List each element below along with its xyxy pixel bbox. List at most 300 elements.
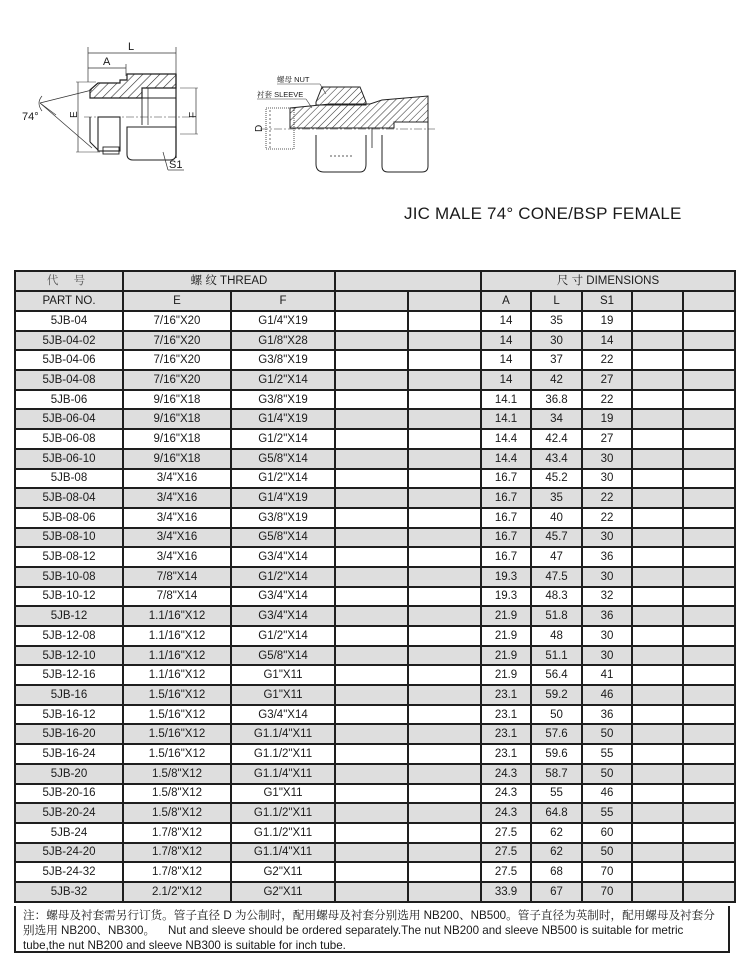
cell-part-no: 5JB-08-10	[15, 528, 123, 548]
cell-dim-s1: 22	[582, 508, 632, 528]
cell-part-no: 5JB-10-08	[15, 567, 123, 587]
cell-thread-e: 7/16"X20	[123, 370, 231, 390]
cell-part-no: 5JB-20-24	[15, 803, 123, 823]
cell-dim-a: 19.3	[481, 567, 531, 587]
cell-thread-e: 3/4"X16	[123, 547, 231, 567]
cell-part-no: 5JB-04-08	[15, 370, 123, 390]
cell-blank	[335, 508, 408, 528]
cell-blank	[683, 409, 735, 429]
cell-dim-l: 55	[531, 784, 582, 804]
cell-blank	[632, 331, 683, 351]
cell-dim-s1: 50	[582, 764, 632, 784]
cell-thread-f: G1.1/2"X11	[231, 744, 335, 764]
cell-blank	[335, 606, 408, 626]
note-line-2: 别选用 NB200、NB300。 Nut and sleeve should be ordered separately.The nut NB200 and sleeve NB500 is suitable for metric	[23, 924, 684, 937]
cell-blank	[632, 744, 683, 764]
cell-dim-a: 14.4	[481, 429, 531, 449]
cell-blank	[632, 862, 683, 882]
cell-blank	[335, 626, 408, 646]
cell-blank	[683, 606, 735, 626]
cell-dim-l: 35	[531, 488, 582, 508]
header-blank-3	[632, 291, 683, 311]
table-row	[15, 488, 735, 508]
cell-thread-f: G1/2"X14	[231, 626, 335, 646]
cell-blank	[408, 488, 481, 508]
cell-blank	[683, 429, 735, 449]
cell-part-no: 5JB-24-32	[15, 862, 123, 882]
cell-blank	[408, 803, 481, 823]
cell-blank	[335, 587, 408, 607]
cell-dim-l: 59.6	[531, 744, 582, 764]
table-row	[15, 764, 735, 784]
cell-part-no: 5JB-06-04	[15, 409, 123, 429]
cell-blank	[408, 469, 481, 489]
table-row	[15, 429, 735, 449]
cell-dim-a: 16.7	[481, 508, 531, 528]
cell-dim-l: 40	[531, 508, 582, 528]
cell-part-no: 5JB-16-20	[15, 724, 123, 744]
table-row	[15, 744, 735, 764]
cell-blank	[408, 882, 481, 902]
spec-table	[14, 270, 736, 903]
cell-blank	[683, 567, 735, 587]
cell-blank	[408, 370, 481, 390]
cell-dim-a: 23.1	[481, 685, 531, 705]
cell-blank	[683, 626, 735, 646]
cell-blank	[632, 311, 683, 331]
cell-dim-l: 34	[531, 409, 582, 429]
cell-blank	[632, 587, 683, 607]
cell-thread-e: 3/4"X16	[123, 488, 231, 508]
cell-blank	[683, 882, 735, 902]
cell-blank	[632, 685, 683, 705]
cell-dim-l: 37	[531, 350, 582, 370]
table-row	[15, 547, 735, 567]
cell-thread-f: G1"X11	[231, 665, 335, 685]
cell-blank	[632, 508, 683, 528]
cell-dim-l: 47	[531, 547, 582, 567]
cell-thread-f: G1/8"X28	[231, 331, 335, 351]
cell-part-no: 5JB-24-20	[15, 843, 123, 863]
cell-blank	[335, 429, 408, 449]
cell-blank	[632, 665, 683, 685]
cell-dim-l: 48	[531, 626, 582, 646]
cell-thread-f: G3/4"X14	[231, 705, 335, 725]
cell-thread-e: 3/4"X16	[123, 508, 231, 528]
cell-dim-l: 59.2	[531, 685, 582, 705]
cell-blank	[683, 528, 735, 548]
cell-part-no: 5JB-04-06	[15, 350, 123, 370]
table-row	[15, 784, 735, 804]
cell-dim-l: 30	[531, 331, 582, 351]
cell-dim-a: 24.3	[481, 764, 531, 784]
cell-thread-f: G1.1/2"X11	[231, 823, 335, 843]
cell-thread-f: G2"X11	[231, 882, 335, 902]
dim-l-label: L	[128, 41, 135, 53]
cell-blank	[683, 705, 735, 725]
header-a: A	[481, 291, 531, 311]
cell-part-no: 5JB-06-08	[15, 429, 123, 449]
cell-blank	[408, 350, 481, 370]
table-row	[15, 508, 735, 528]
cell-blank	[408, 784, 481, 804]
cell-blank	[408, 823, 481, 843]
cell-dim-a: 24.3	[481, 803, 531, 823]
cell-dim-l: 42	[531, 370, 582, 390]
cell-part-no: 5JB-12-10	[15, 646, 123, 666]
cell-thread-f: G3/4"X14	[231, 547, 335, 567]
cell-blank	[335, 331, 408, 351]
header-thread: 螺 纹 THREAD	[123, 271, 335, 291]
cell-blank	[408, 508, 481, 528]
header-row-1	[15, 271, 735, 291]
cell-thread-f: G1/4"X19	[231, 311, 335, 331]
cell-blank	[683, 331, 735, 351]
cell-blank	[632, 567, 683, 587]
cell-blank	[683, 724, 735, 744]
cell-blank	[632, 528, 683, 548]
cell-thread-f: G3/4"X14	[231, 606, 335, 626]
cell-blank	[632, 764, 683, 784]
cell-dim-a: 14.1	[481, 390, 531, 410]
table-row	[15, 528, 735, 548]
cell-part-no: 5JB-04-02	[15, 331, 123, 351]
table-row	[15, 606, 735, 626]
cell-thread-f: G3/8"X19	[231, 390, 335, 410]
cell-thread-e: 1.5/8"X12	[123, 803, 231, 823]
cell-thread-e: 1.1/16"X12	[123, 626, 231, 646]
cell-blank	[335, 528, 408, 548]
cell-thread-f: G1/2"X14	[231, 567, 335, 587]
header-blank-1	[335, 291, 408, 311]
cell-thread-f: G1/2"X14	[231, 469, 335, 489]
cell-dim-a: 14	[481, 331, 531, 351]
cell-thread-e: 2.1/2"X12	[123, 882, 231, 902]
cell-blank	[408, 843, 481, 863]
cell-thread-e: 1.5/16"X12	[123, 685, 231, 705]
header-dimensions: 尺 寸 DIMENSIONS	[481, 271, 735, 291]
cell-blank	[632, 409, 683, 429]
cell-thread-e: 1.5/16"X12	[123, 705, 231, 725]
cell-blank	[683, 862, 735, 882]
table-row	[15, 862, 735, 882]
cell-blank	[632, 803, 683, 823]
cell-part-no: 5JB-08-12	[15, 547, 123, 567]
cell-dim-a: 21.9	[481, 606, 531, 626]
cell-dim-a: 14	[481, 311, 531, 331]
cell-blank	[408, 331, 481, 351]
cell-thread-e: 1.7/8"X12	[123, 862, 231, 882]
table-row	[15, 646, 735, 666]
cell-blank	[632, 469, 683, 489]
cell-part-no: 5JB-04	[15, 311, 123, 331]
header-row-2	[15, 291, 735, 311]
cell-thread-e: 1.7/8"X12	[123, 843, 231, 863]
cell-dim-a: 16.7	[481, 488, 531, 508]
cell-dim-a: 23.1	[481, 724, 531, 744]
cell-blank	[335, 665, 408, 685]
cell-thread-f: G1/2"X14	[231, 370, 335, 390]
cell-blank	[683, 370, 735, 390]
table-row	[15, 685, 735, 705]
cell-thread-e: 1.7/8"X12	[123, 823, 231, 843]
cell-blank	[683, 784, 735, 804]
cell-thread-f: G5/8"X14	[231, 449, 335, 469]
cell-thread-f: G1.1/4"X11	[231, 843, 335, 863]
cell-thread-f: G1.1/2"X11	[231, 803, 335, 823]
cell-blank	[335, 370, 408, 390]
cell-blank	[335, 646, 408, 666]
cell-thread-e: 9/16"X18	[123, 449, 231, 469]
cell-blank	[683, 823, 735, 843]
cell-blank	[408, 646, 481, 666]
cell-blank	[632, 350, 683, 370]
cell-dim-s1: 30	[582, 626, 632, 646]
cell-thread-f: G1"X11	[231, 784, 335, 804]
cell-blank	[335, 311, 408, 331]
cell-blank	[335, 409, 408, 429]
cell-dim-l: 47.5	[531, 567, 582, 587]
cell-blank	[408, 429, 481, 449]
cell-blank	[408, 862, 481, 882]
cell-thread-f: G3/4"X14	[231, 587, 335, 607]
cell-dim-a: 14	[481, 370, 531, 390]
cell-blank	[632, 823, 683, 843]
table-row	[15, 882, 735, 902]
cell-blank	[683, 488, 735, 508]
cell-thread-e: 1.5/8"X12	[123, 784, 231, 804]
cell-part-no: 5JB-06	[15, 390, 123, 410]
cell-blank	[683, 843, 735, 863]
cell-blank	[335, 784, 408, 804]
cell-blank	[683, 449, 735, 469]
cell-blank	[335, 764, 408, 784]
dim-s1-label: S1	[169, 159, 183, 171]
cell-dim-s1: 22	[582, 488, 632, 508]
cell-thread-f: G3/8"X19	[231, 508, 335, 528]
cell-part-no: 5JB-16-24	[15, 744, 123, 764]
nut-label: 螺母 NUT	[277, 75, 310, 84]
cell-blank	[632, 882, 683, 902]
cell-dim-l: 56.4	[531, 665, 582, 685]
cell-dim-a: 16.7	[481, 528, 531, 548]
dim-e-label: E	[69, 111, 80, 118]
header-blank-2	[408, 291, 481, 311]
cell-blank	[335, 705, 408, 725]
cell-part-no: 5JB-10-12	[15, 587, 123, 607]
cell-blank	[683, 744, 735, 764]
cell-blank	[335, 823, 408, 843]
cell-thread-e: 7/16"X20	[123, 311, 231, 331]
cell-blank	[632, 626, 683, 646]
cell-blank	[683, 508, 735, 528]
dim-a-label: A	[103, 56, 111, 68]
cell-dim-s1: 46	[582, 784, 632, 804]
cell-dim-s1: 50	[582, 724, 632, 744]
cell-thread-f: G1/4"X19	[231, 488, 335, 508]
cell-dim-l: 62	[531, 823, 582, 843]
cell-thread-f: G2"X11	[231, 862, 335, 882]
table-row	[15, 843, 735, 863]
table-row	[15, 803, 735, 823]
table-row	[15, 370, 735, 390]
cell-blank	[632, 390, 683, 410]
header-blank-4	[683, 291, 735, 311]
cell-blank	[335, 882, 408, 902]
cell-dim-s1: 27	[582, 370, 632, 390]
cell-blank	[632, 843, 683, 863]
table-row	[15, 587, 735, 607]
cell-dim-l: 36.8	[531, 390, 582, 410]
header-e: E	[123, 291, 231, 311]
cell-part-no: 5JB-20	[15, 764, 123, 784]
cell-blank	[683, 803, 735, 823]
cell-dim-s1: 50	[582, 843, 632, 863]
cell-blank	[335, 843, 408, 863]
cell-blank	[408, 626, 481, 646]
order-notes	[14, 906, 730, 953]
cell-thread-e: 3/4"X16	[123, 528, 231, 548]
cell-blank	[335, 390, 408, 410]
dim-d-label: D	[254, 124, 265, 132]
cell-blank	[408, 587, 481, 607]
cell-thread-f: G1.1/4"X11	[231, 764, 335, 784]
cell-dim-s1: 30	[582, 449, 632, 469]
table-row	[15, 390, 735, 410]
header-s1: S1	[582, 291, 632, 311]
table-row	[15, 705, 735, 725]
cell-thread-e: 7/8"X14	[123, 567, 231, 587]
cell-part-no: 5JB-12-16	[15, 665, 123, 685]
cell-thread-e: 1.1/16"X12	[123, 606, 231, 626]
cell-dim-s1: 30	[582, 469, 632, 489]
cell-dim-a: 14	[481, 350, 531, 370]
cell-dim-l: 64.8	[531, 803, 582, 823]
cell-dim-l: 45.2	[531, 469, 582, 489]
cell-blank	[408, 744, 481, 764]
cell-dim-s1: 41	[582, 665, 632, 685]
cell-dim-s1: 14	[582, 331, 632, 351]
product-title: JIC MALE 74° CONE/BSP FEMALE	[404, 204, 682, 223]
cell-dim-a: 23.1	[481, 705, 531, 725]
cell-blank	[632, 784, 683, 804]
cell-part-no: 5JB-24	[15, 823, 123, 843]
cell-blank	[335, 744, 408, 764]
cell-dim-s1: 55	[582, 744, 632, 764]
cone-angle-label: 74°	[22, 111, 39, 123]
cell-blank	[335, 350, 408, 370]
adapter-drawing-left	[0, 30, 230, 190]
cell-dim-s1: 32	[582, 587, 632, 607]
cell-part-no: 5JB-16	[15, 685, 123, 705]
cell-part-no: 5JB-06-10	[15, 449, 123, 469]
cell-dim-l: 51.1	[531, 646, 582, 666]
cell-dim-a: 21.9	[481, 646, 531, 666]
table-row	[15, 409, 735, 429]
cell-blank	[408, 606, 481, 626]
cell-dim-s1: 46	[582, 685, 632, 705]
cell-blank	[683, 685, 735, 705]
cell-blank	[632, 606, 683, 626]
cell-dim-a: 27.5	[481, 823, 531, 843]
cell-blank	[632, 370, 683, 390]
note-line-1: 注：螺母及衬套需另行订货。管子直径 D 为公制时，配用螺母及衬套分别选用 NB200、NB500。管子直径为英制时，配用螺母及衬套分	[23, 909, 715, 922]
cell-dim-s1: 19	[582, 409, 632, 429]
cell-dim-a: 27.5	[481, 843, 531, 863]
cell-dim-l: 48.3	[531, 587, 582, 607]
cell-thread-e: 7/16"X20	[123, 350, 231, 370]
cell-dim-a: 19.3	[481, 587, 531, 607]
cell-blank	[632, 547, 683, 567]
cell-dim-s1: 30	[582, 567, 632, 587]
cell-dim-l: 51.8	[531, 606, 582, 626]
cell-thread-e: 3/4"X16	[123, 469, 231, 489]
cell-dim-s1: 36	[582, 606, 632, 626]
cell-dim-l: 57.6	[531, 724, 582, 744]
cell-thread-e: 9/16"X18	[123, 390, 231, 410]
cell-blank	[408, 724, 481, 744]
cell-thread-f: G1/4"X19	[231, 409, 335, 429]
note-line-3: tube,the nut NB200 and sleeve NB300 is suitable for inch tube.	[23, 939, 346, 952]
cell-thread-f: G1.1/4"X11	[231, 724, 335, 744]
cell-thread-e: 9/16"X18	[123, 409, 231, 429]
cell-thread-f: G5/8"X14	[231, 528, 335, 548]
dim-f-label: F	[188, 111, 199, 118]
header-f: F	[231, 291, 335, 311]
cell-dim-s1: 55	[582, 803, 632, 823]
cell-blank	[408, 547, 481, 567]
cell-dim-s1: 27	[582, 429, 632, 449]
table-row	[15, 823, 735, 843]
cell-thread-f: G1/2"X14	[231, 429, 335, 449]
cell-thread-f: G3/8"X19	[231, 350, 335, 370]
cell-dim-a: 16.7	[481, 547, 531, 567]
cell-thread-f: G5/8"X14	[231, 646, 335, 666]
cell-blank	[408, 567, 481, 587]
cell-blank	[632, 705, 683, 725]
cell-dim-l: 35	[531, 311, 582, 331]
cell-thread-e: 1.1/16"X12	[123, 665, 231, 685]
cell-blank	[683, 646, 735, 666]
cell-blank	[408, 449, 481, 469]
table-row	[15, 724, 735, 744]
cell-blank	[683, 390, 735, 410]
cell-dim-s1: 19	[582, 311, 632, 331]
table-row	[15, 665, 735, 685]
cell-blank	[683, 764, 735, 784]
cell-dim-s1: 30	[582, 646, 632, 666]
cell-blank	[683, 469, 735, 489]
cell-dim-l: 42.4	[531, 429, 582, 449]
cell-part-no: 5JB-12-08	[15, 626, 123, 646]
cell-blank	[408, 764, 481, 784]
table-row	[15, 567, 735, 587]
header-blank	[335, 271, 481, 291]
table-body	[15, 311, 735, 902]
cell-blank	[632, 429, 683, 449]
cell-part-no: 5JB-08-04	[15, 488, 123, 508]
cell-dim-a: 23.1	[481, 744, 531, 764]
table-row	[15, 449, 735, 469]
cell-part-no: 5JB-20-16	[15, 784, 123, 804]
cell-blank	[335, 862, 408, 882]
cell-thread-e: 1.5/8"X12	[123, 764, 231, 784]
cell-dim-l: 62	[531, 843, 582, 863]
cell-thread-e: 1.5/16"X12	[123, 724, 231, 744]
cell-blank	[408, 665, 481, 685]
cell-thread-e: 1.5/16"X12	[123, 744, 231, 764]
cell-blank	[632, 449, 683, 469]
